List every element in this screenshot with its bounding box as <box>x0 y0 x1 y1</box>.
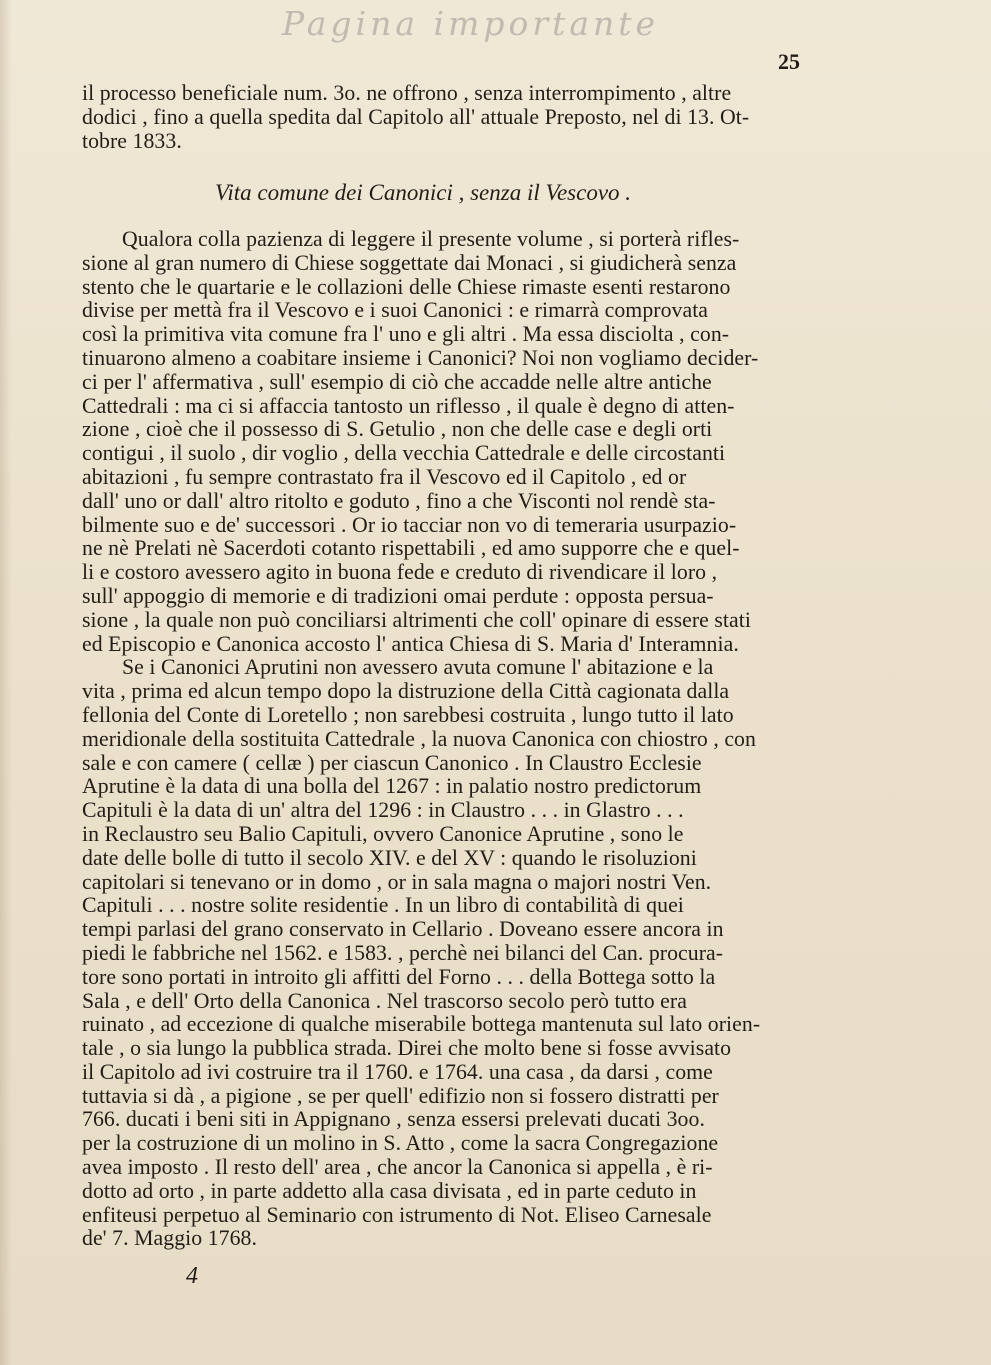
page-number: 25 <box>778 49 800 74</box>
text-line: contigui , il suolo , dir voglio , della vecchia Cattedrale e delle circostanti <box>82 441 726 466</box>
handwritten-note: Pagina importante <box>282 4 660 43</box>
text-line: li e costoro avessero agito in buona fede e creduto di rivendicare il loro , <box>82 560 718 585</box>
text-line: Cattedrali : ma ci si affaccia tantosto un riflesso , il quale è degno di atten- <box>82 393 735 418</box>
text-line: così la primitiva vita comune fra l' uno e gli altri . Ma essa disciolta , con- <box>82 322 730 347</box>
text-line: ruinato , ad eccezione di qualche miserabile bottega mantenuta sul lato orien- <box>82 1012 761 1037</box>
text-line: enfiteusi perpetuo al Seminario con istrumento di Not. Eliseo Carnesale <box>82 1202 712 1227</box>
opening-paragraph <box>82 82 866 153</box>
text-line: tore sono portati in introito gli affitti del Forno . . . della Bottega sotto la <box>82 964 716 989</box>
text-line: abitazioni , fu sempre contrastato fra il Vescovo ed il Capitolo , ed or <box>82 464 687 489</box>
text-line: meridionale della sostituita Cattedrale , la nuova Canonica con chiostro , con <box>82 726 756 751</box>
text-line: dall' uno or dall' altro ritolto e goduto , fino a che Visconti nol rendè sta- <box>82 488 716 513</box>
main-paragraph <box>82 228 866 1251</box>
text-line: sione , la quale non può conciliarsi altrimenti che coll' opinare di essere stati <box>82 607 751 632</box>
text-line: Sala , e dell' Orto della Canonica . Nel trascorso secolo però tutto era <box>82 988 687 1013</box>
text-line: dodici , fino a quella spedita dal Capitolo all' attuale Preposto, nel di 13. Ot- <box>82 104 750 129</box>
text-line: Se i Canonici Aprutini non avessero avuta comune l' abitazione e la <box>122 655 714 680</box>
text-line: Capituli è la data di un' altra del 1296 : in Claustro . . . in Glastro . . . <box>82 798 684 823</box>
text-line: fellonia del Conte di Loretello ; non sarebbesi costruita , lungo tutto il lato <box>82 702 734 727</box>
text-line: 766. ducati i beni siti in Appignano , senza essersi prelevati ducati 3oo. <box>82 1107 705 1132</box>
text-line: date delle bolle di tutto il secolo XIV. e del XV : quando le risoluzioni <box>82 845 697 870</box>
signature-mark: 4 <box>186 1263 198 1289</box>
text-line: piedi le fabbriche nel 1562. e 1583. , perchè nei bilanci del Can. procura- <box>82 940 724 965</box>
text-line: zione , cioè che il possesso di S. Getulio , non che delle case e degli orti <box>82 417 713 442</box>
text-line: per la costruzione di un molino in S. Atto , come la sacra Congregazione <box>82 1131 719 1156</box>
text-line: de' 7. Maggio 1768. <box>82 1226 257 1251</box>
text-line: tuttavia si dà , a pigione , se per quell' edifizio non si fossero distratti per <box>82 1083 719 1108</box>
text-line: ne nè Prelati nè Sacerdoti cotanto rispettabili , ed amo supporre che e quel- <box>82 536 740 561</box>
text-line: il processo beneficiale num. 3o. ne offrono , senza interrompimento , altre <box>82 81 732 105</box>
text-line: Capituli . . . nostre solite residentie . In un libro di contabilità di quei <box>82 893 684 918</box>
text-line: in Reclaustro seu Balio Capituli, ovvero Canonice Aprutine , sono le <box>82 821 684 846</box>
text-line: dotto ad orto , in parte addetto alla casa divisata , ed in parte ceduto in <box>82 1178 697 1203</box>
text-line: divise per mettà fra il Vescovo e i suoi Canonici : e rimarrà comprovata <box>82 298 709 323</box>
text-line: avea imposto . Il resto dell' area , che ancor la Canonica si appella , è ri- <box>82 1155 713 1180</box>
text-line: ci per l' affermativa , sull' esempio di ciò che accadde nelle altre antiche <box>82 369 712 394</box>
text-line: tinuarono almeno a coabitare insieme i Canonici? Noi non vogliamo decider- <box>82 345 759 370</box>
text-line: sione al gran numero di Chiese soggettate dai Monaci , si giudicherà senza <box>82 250 737 275</box>
text-line: bilmente suo e de' successori . Or io tacciar non vo di temeraria usurpazio- <box>82 512 737 537</box>
text-line: Aprutine è la data di una bolla del 1267 : in palatio nostro predictorum <box>82 774 702 799</box>
text-line: vita , prima ed alcun tempo dopo la distruzione della Città cagionata dalla <box>82 679 730 704</box>
text-line: tale , o sia lungo la pubblica strada. Direi che molto bene si fosse avvisato <box>82 1036 732 1061</box>
text-line: sale e con camere ( cellæ ) per ciascun Canonico . In Claustro Ecclesie <box>82 750 702 775</box>
section-heading-text: Vita comune dei Canonici , senza il Vescovo . <box>215 180 632 205</box>
text-line: stento che le quartarie e le collazioni delle Chiese rimaste esenti restarono <box>82 274 731 299</box>
text-line: il Capitolo ad ivi costruire tra il 1760. e 1764. una casa , da darsi , come <box>82 1059 713 1084</box>
text-line: Qualora colla pazienza di leggere il presente volume , si porterà rifles- <box>122 227 740 251</box>
text-line: sull' appoggio di memorie e di tradizioni omai perdute : opposta persua- <box>82 583 714 608</box>
text-line: tempi parlasi del grano conservato in Cellario . Doveano essere ancora in <box>82 917 724 942</box>
section-heading <box>215 178 735 208</box>
text-line: ed Episcopio e Canonica accosto l' antica Chiesa di S. Maria d' Interamnia. <box>82 631 739 656</box>
page-edge-shadow <box>0 0 12 1365</box>
text-line: capitolari si tenevano or in domo , or in sala magna o majori nostri Ven. <box>82 869 712 894</box>
text-line: tobre 1833. <box>82 128 182 153</box>
